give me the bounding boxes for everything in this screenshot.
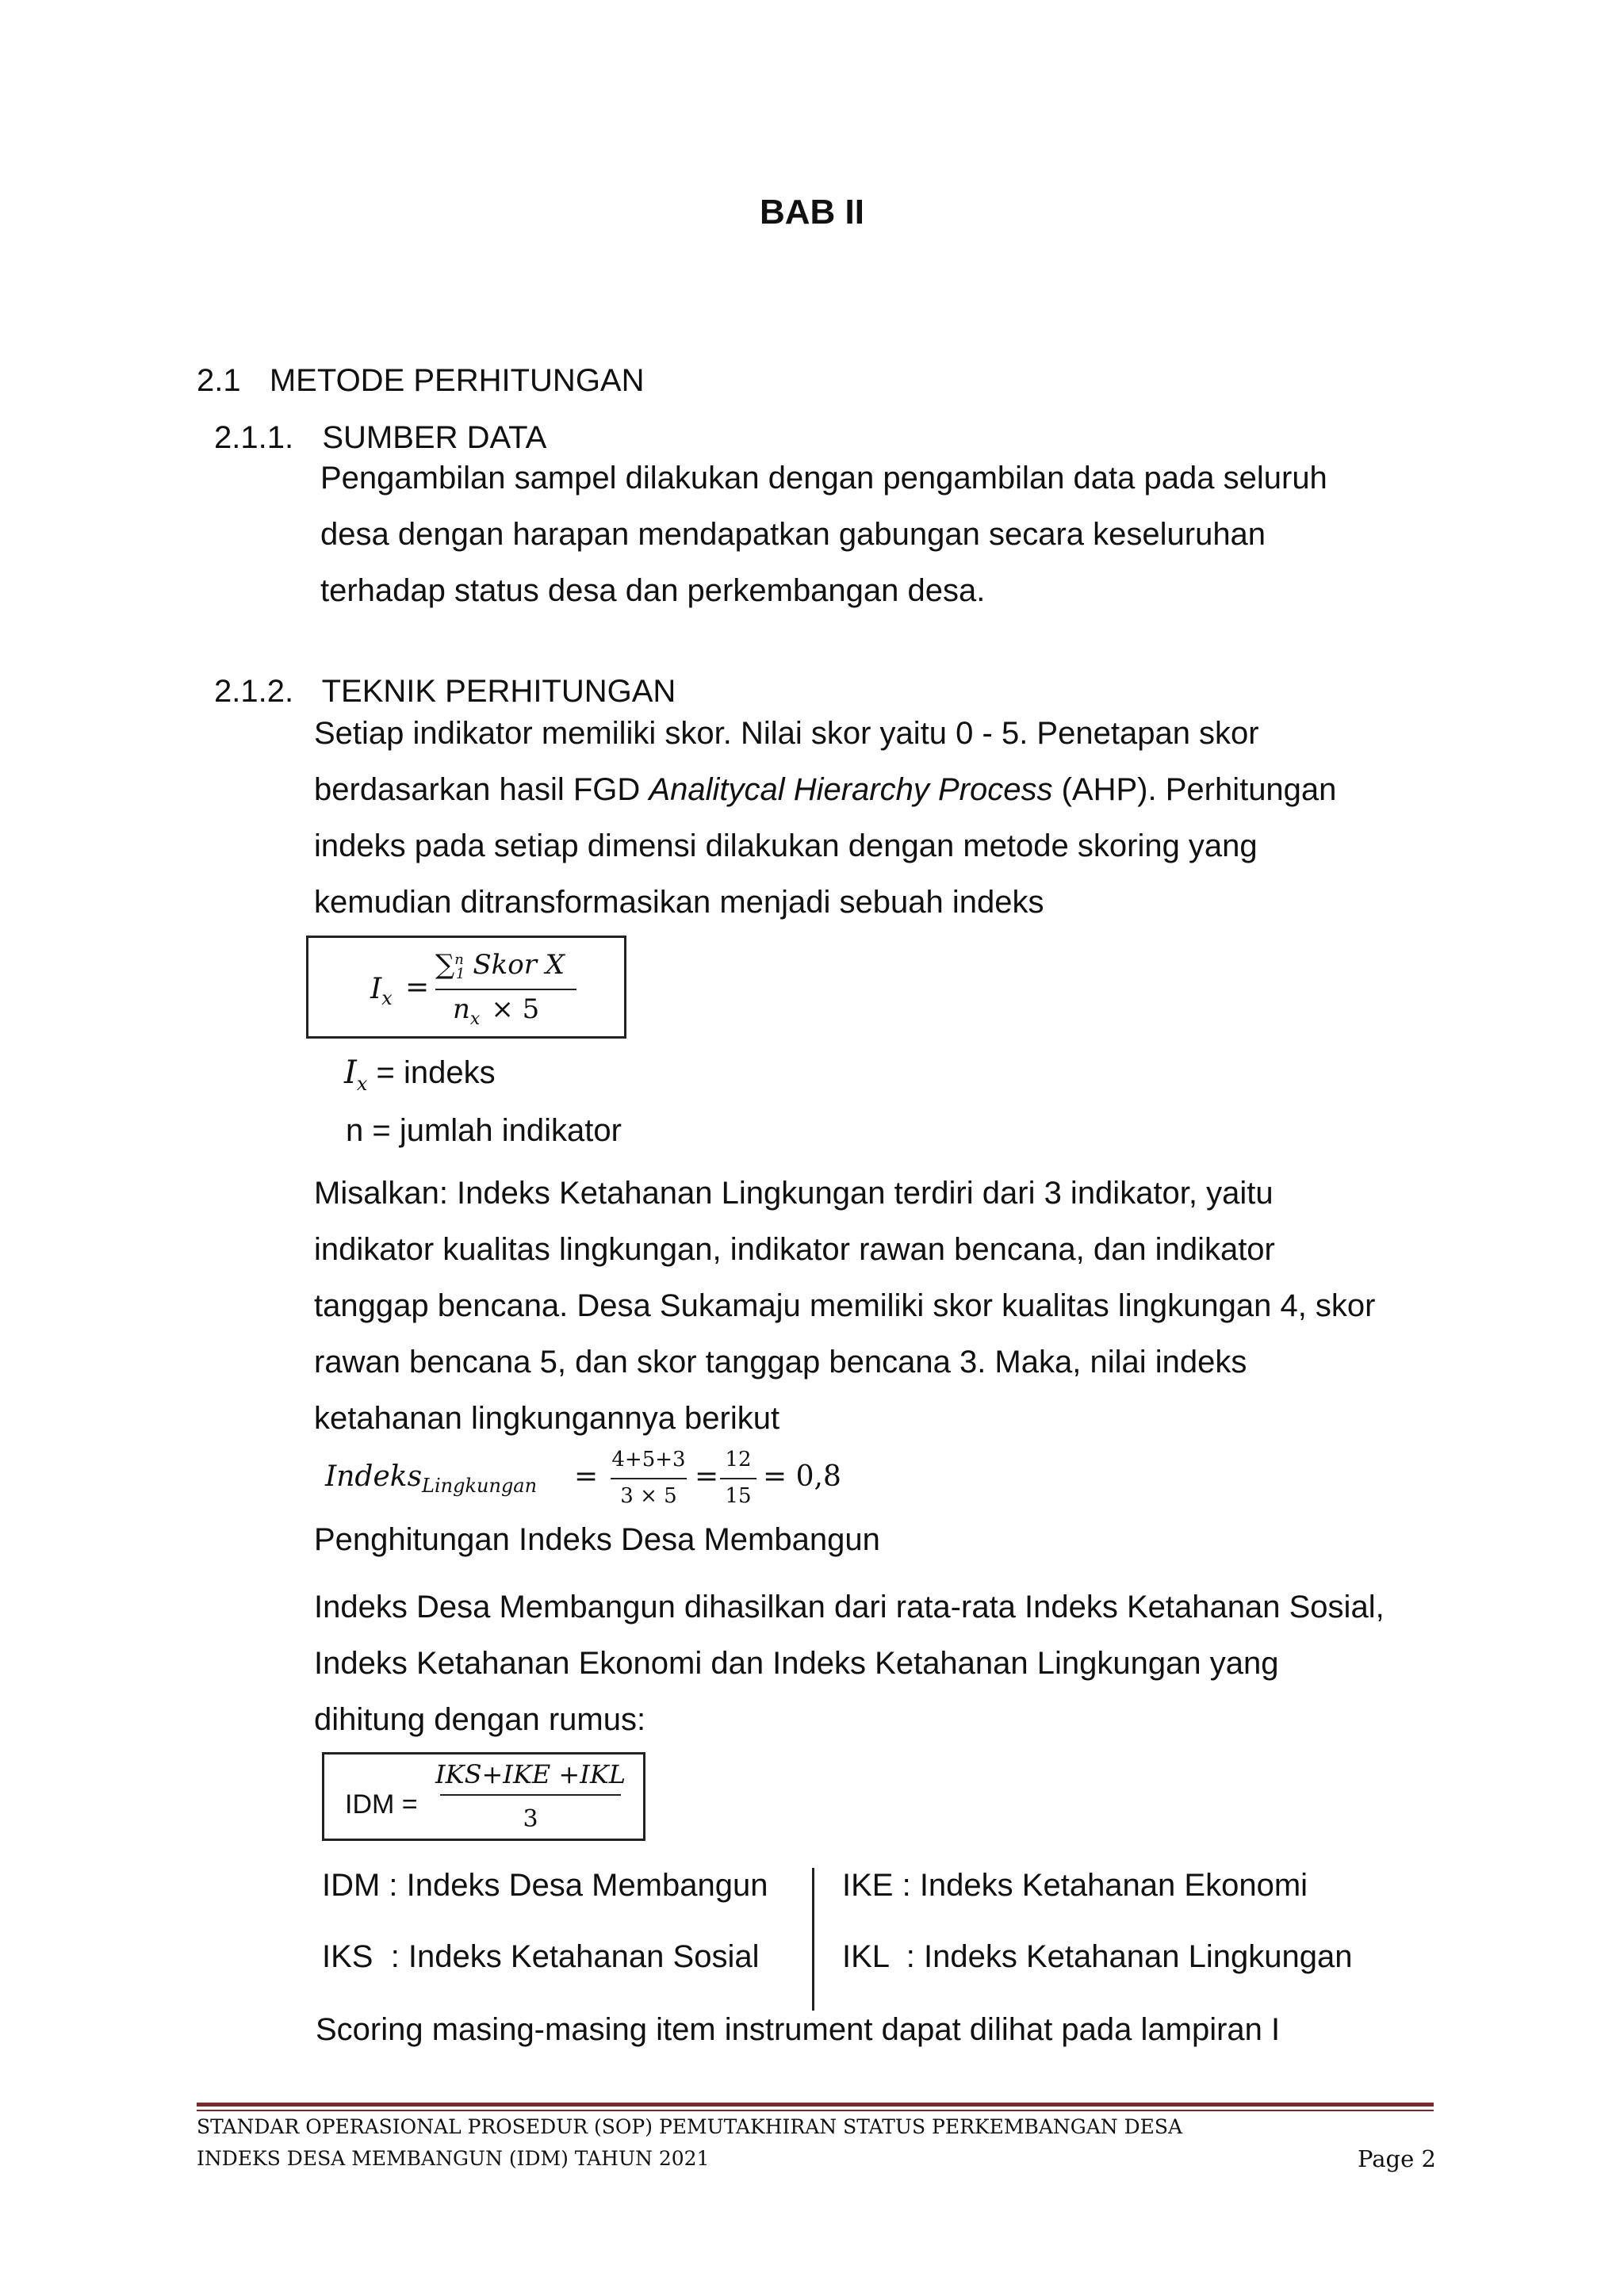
fraction-line	[440, 1794, 621, 1796]
idm-heading: Penghitungan Indeks Desa Membangun	[314, 1522, 880, 1557]
fraction-line	[611, 1478, 687, 1479]
closing-text: Scoring masing-masing item instrument dapat dilihat pada lampiran I	[316, 2012, 1281, 2047]
formula-index-box	[306, 936, 626, 1039]
definition-ix	[344, 1054, 496, 1095]
paragraph-example	[314, 1165, 1431, 1447]
paragraph-idm	[314, 1579, 1431, 1748]
legend-iks: IKS : Indeks Ketahanan Sosial	[322, 1939, 760, 1974]
subsection-heading-teknik	[214, 674, 676, 710]
paragraph-line: Indeks Ketahanan Ekonomi dan Indeks Ketahanan Lingkungan yang	[314, 1646, 1279, 1681]
formula-idm-box	[322, 1752, 645, 1841]
definition-n: n = jumlah indikator	[346, 1113, 622, 1148]
formula-lhs: IDM =	[345, 1789, 418, 1820]
paragraph-sumber-data	[320, 450, 1427, 619]
numerator-text: Skor X	[473, 949, 565, 981]
sigma-symbol: ∑	[435, 949, 455, 981]
formula-lhs	[325, 1460, 537, 1497]
legend-idm: IDM : Indeks Desa Membangun	[322, 1868, 768, 1903]
sub-x: x	[356, 1073, 368, 1095]
fraction-denominator: 15	[725, 1484, 752, 1508]
section-title: METODE PERHITUNGAN	[269, 363, 645, 398]
sub-x: x	[469, 1008, 481, 1029]
fraction-numerator: 4+5+3	[611, 1448, 686, 1471]
paragraph-line: desa dengan harapan mendapatkan gabungan secara keseluruhan	[320, 517, 1266, 552]
section-number: 2.1	[197, 363, 241, 398]
paragraph-line: Misalkan: Indeks Ketahanan Lingkungan terdiri dari 3 indikator, yaitu	[314, 1176, 1274, 1211]
paragraph-line: Setiap indikator memiliki skor. Nilai skor yaitu 0 - 5. Penetapan skor	[314, 716, 1259, 751]
paragraph-line: indeks pada setiap dimensi dilakukan dengan metode skoring yang	[314, 828, 1258, 863]
var-indeks: Indeks	[325, 1460, 423, 1493]
fraction-numerator: IKS+IKE +IKL	[435, 1759, 626, 1789]
var-i: I	[370, 973, 382, 1005]
subsection-title: SUMBER DATA	[322, 420, 547, 455]
footer-line-1: STANDAR OPERASIONAL PROSEDUR (SOP) PEMUTAKHIRAN STATUS PERKEMBANGAN DESA	[197, 2115, 1183, 2138]
sub-lingkungan: Lingkungan	[422, 1475, 538, 1498]
fraction-denominator: 3 × 5	[620, 1484, 677, 1508]
var-i: I	[344, 1054, 357, 1091]
legend-divider	[812, 1868, 814, 2011]
sigma-upper: n	[454, 951, 464, 968]
formula-equals: =	[405, 971, 430, 1004]
formula-equals: =	[574, 1460, 599, 1493]
subsection-title: TEKNIK PERHITUNGAN	[321, 674, 676, 709]
paragraph-line: rawan bencana 5, dan skor tanggap bencana 3. Maka, nilai indeks	[314, 1345, 1247, 1380]
paragraph-line: terhadap status desa dan perkembangan desa.	[320, 573, 986, 608]
formula-denominator	[453, 993, 539, 1029]
sigma-lower: 1	[455, 966, 465, 982]
paragraph-line: ketahanan lingkungannya berikut	[314, 1401, 780, 1436]
legend-ike: IKE : Indeks Ketahanan Ekonomi	[842, 1868, 1308, 1903]
var-n: n	[453, 993, 470, 1025]
section-heading	[197, 363, 645, 399]
formula-result: = 0,8	[763, 1460, 841, 1493]
paragraph-line: indikator kualitas lingkungan, indikator rawan bencana, dan indikator	[314, 1232, 1275, 1267]
formula-equals: =	[695, 1460, 719, 1493]
sub-x: x	[381, 987, 393, 1010]
page-number: Page 2	[1358, 2145, 1436, 2172]
subsection-number: 2.1.2.	[214, 674, 294, 709]
footer-rule	[197, 2103, 1434, 2107]
text-run: (AHP). Perhitungan	[1052, 772, 1337, 807]
fraction-line	[435, 989, 576, 990]
subsection-number: 2.1.1.	[214, 420, 294, 455]
paragraph-line	[314, 762, 1431, 818]
paragraph-line: kemudian ditransformasikan menjadi sebuah indeks	[314, 885, 1044, 920]
definition-text: = indeks	[367, 1055, 496, 1090]
fraction-denominator: 3	[523, 1805, 538, 1833]
paragraph-line: Pengambilan sampel dilakukan dengan pengambilan data pada seluruh	[320, 461, 1327, 496]
chapter-title: BAB II	[760, 193, 864, 232]
text-run: berdasarkan hasil FGD	[314, 772, 649, 807]
footer-rule	[197, 2110, 1434, 2111]
denominator-rest: × 5	[491, 993, 540, 1025]
paragraph-line: tanggap bencana. Desa Sukamaju memiliki skor kualitas lingkungan 4, skor	[314, 1288, 1376, 1323]
formula-lingkungan	[325, 1448, 848, 1519]
paragraph-line: Indeks Desa Membangun dihasilkan dari rata-rata Indeks Ketahanan Sosial,	[314, 1590, 1385, 1624]
formula-numerator	[435, 949, 578, 981]
paragraph-line: dihitung dengan rumus:	[314, 1702, 646, 1737]
legend-ikl: IKL : Indeks Ketahanan Lingkungan	[842, 1939, 1353, 1974]
footer-line-2: INDEKS DESA MEMBANGUN (IDM) TAHUN 2021	[197, 2147, 710, 2170]
paragraph-teknik	[314, 706, 1431, 931]
formula-lhs	[370, 973, 393, 1009]
fraction-numerator: 12	[725, 1448, 752, 1471]
ahp-term: Analitycal Hierarchy Process	[649, 772, 1053, 807]
fraction-line	[720, 1478, 756, 1479]
